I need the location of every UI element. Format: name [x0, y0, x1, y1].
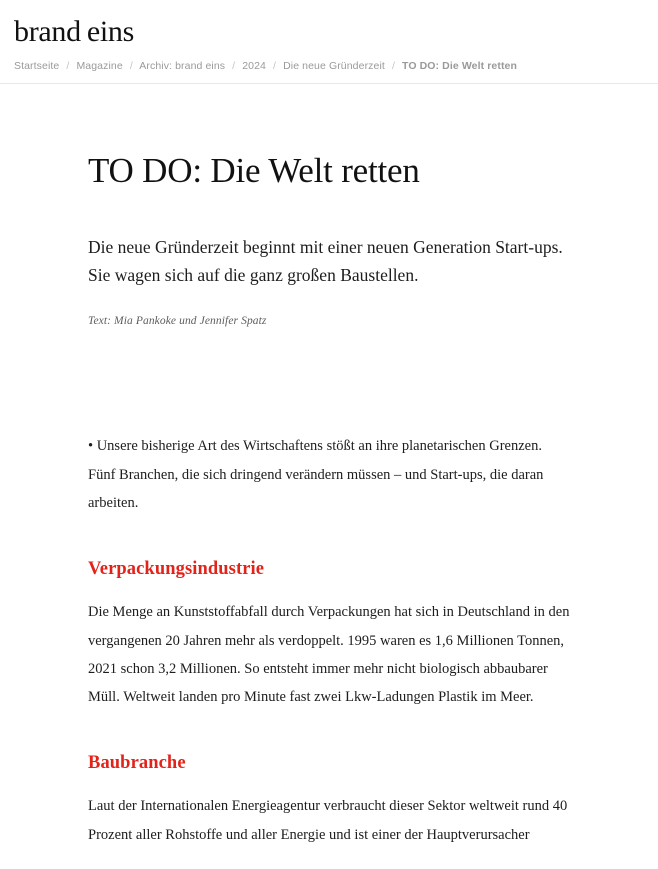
- breadcrumb-item-startseite[interactable]: Startseite: [14, 59, 60, 72]
- site-logo[interactable]: [14, 16, 644, 48]
- lede-bullet: •: [88, 438, 94, 455]
- article: [0, 150, 658, 849]
- breadcrumb-item-archiv[interactable]: Archiv: brand eins: [139, 59, 226, 72]
- article-byline: Text: Mia Pankoke und Jennifer Spatz: [88, 315, 267, 328]
- breadcrumb-separator: /: [391, 59, 395, 72]
- page-title: TO DO: Die Welt retten: [88, 151, 420, 191]
- breadcrumb-separator: /: [273, 59, 277, 72]
- header-divider: [0, 83, 658, 84]
- breadcrumb-separator: /: [232, 59, 236, 72]
- logo-word-eins: eins: [86, 15, 134, 48]
- breadcrumb: [0, 48, 658, 73]
- article-standfirst: Die neue Gründerzeit beginnt mit einer neuen Generation Start-ups. Sie wagen sich auf die ganz großen Baustellen.: [88, 236, 563, 286]
- article-lede: [88, 432, 570, 517]
- breadcrumb-separator: /: [66, 59, 70, 72]
- masthead: [0, 0, 658, 48]
- section-paragraph-verpackungsindustrie: Die Menge an Kunststoffabfall durch Verpackungen hat sich in Deutschland in den vergangenen 20 Jahren mehr als verdoppelt. 1995 waren es 1,6 Millionen Tonnen, 2021 schon 3,2 Millionen. So entsteht immer mehr nicht biologisch abbaubarer Müll. Weltweit landen pro Minute fast zwei Lkw-Ladungen Plastik im Meer.: [88, 604, 570, 706]
- lede-text: Unsere bisherige Art des Wirtschaftens stößt an ihre planetarischen Grenzen. Fünf Branchen, die sich dringend verändern müssen – und Start-ups, die daran arbeiten.: [88, 438, 544, 511]
- section-paragraph-baubranche: Laut der Internationalen Energieagentur verbraucht dieser Sektor weltweit rund 40 Prozent aller Rohstoffe und aller Energie und ist einer der Hauptverursacher: [88, 798, 568, 843]
- breadcrumb-separator: /: [129, 59, 133, 72]
- breadcrumb-item-magazine[interactable]: Magazine: [76, 59, 123, 72]
- breadcrumb-item-current: TO DO: Die Welt retten: [402, 59, 517, 72]
- breadcrumb-item-2024[interactable]: 2024: [242, 59, 266, 72]
- section-heading-baubranche: Baubranche: [88, 753, 186, 774]
- section-heading-verpackungsindustrie: Verpackungsindustrie: [88, 559, 265, 580]
- breadcrumb-item-gruenderzeit[interactable]: Die neue Gründerzeit: [283, 59, 385, 72]
- logo-word-brand: brand: [14, 15, 81, 48]
